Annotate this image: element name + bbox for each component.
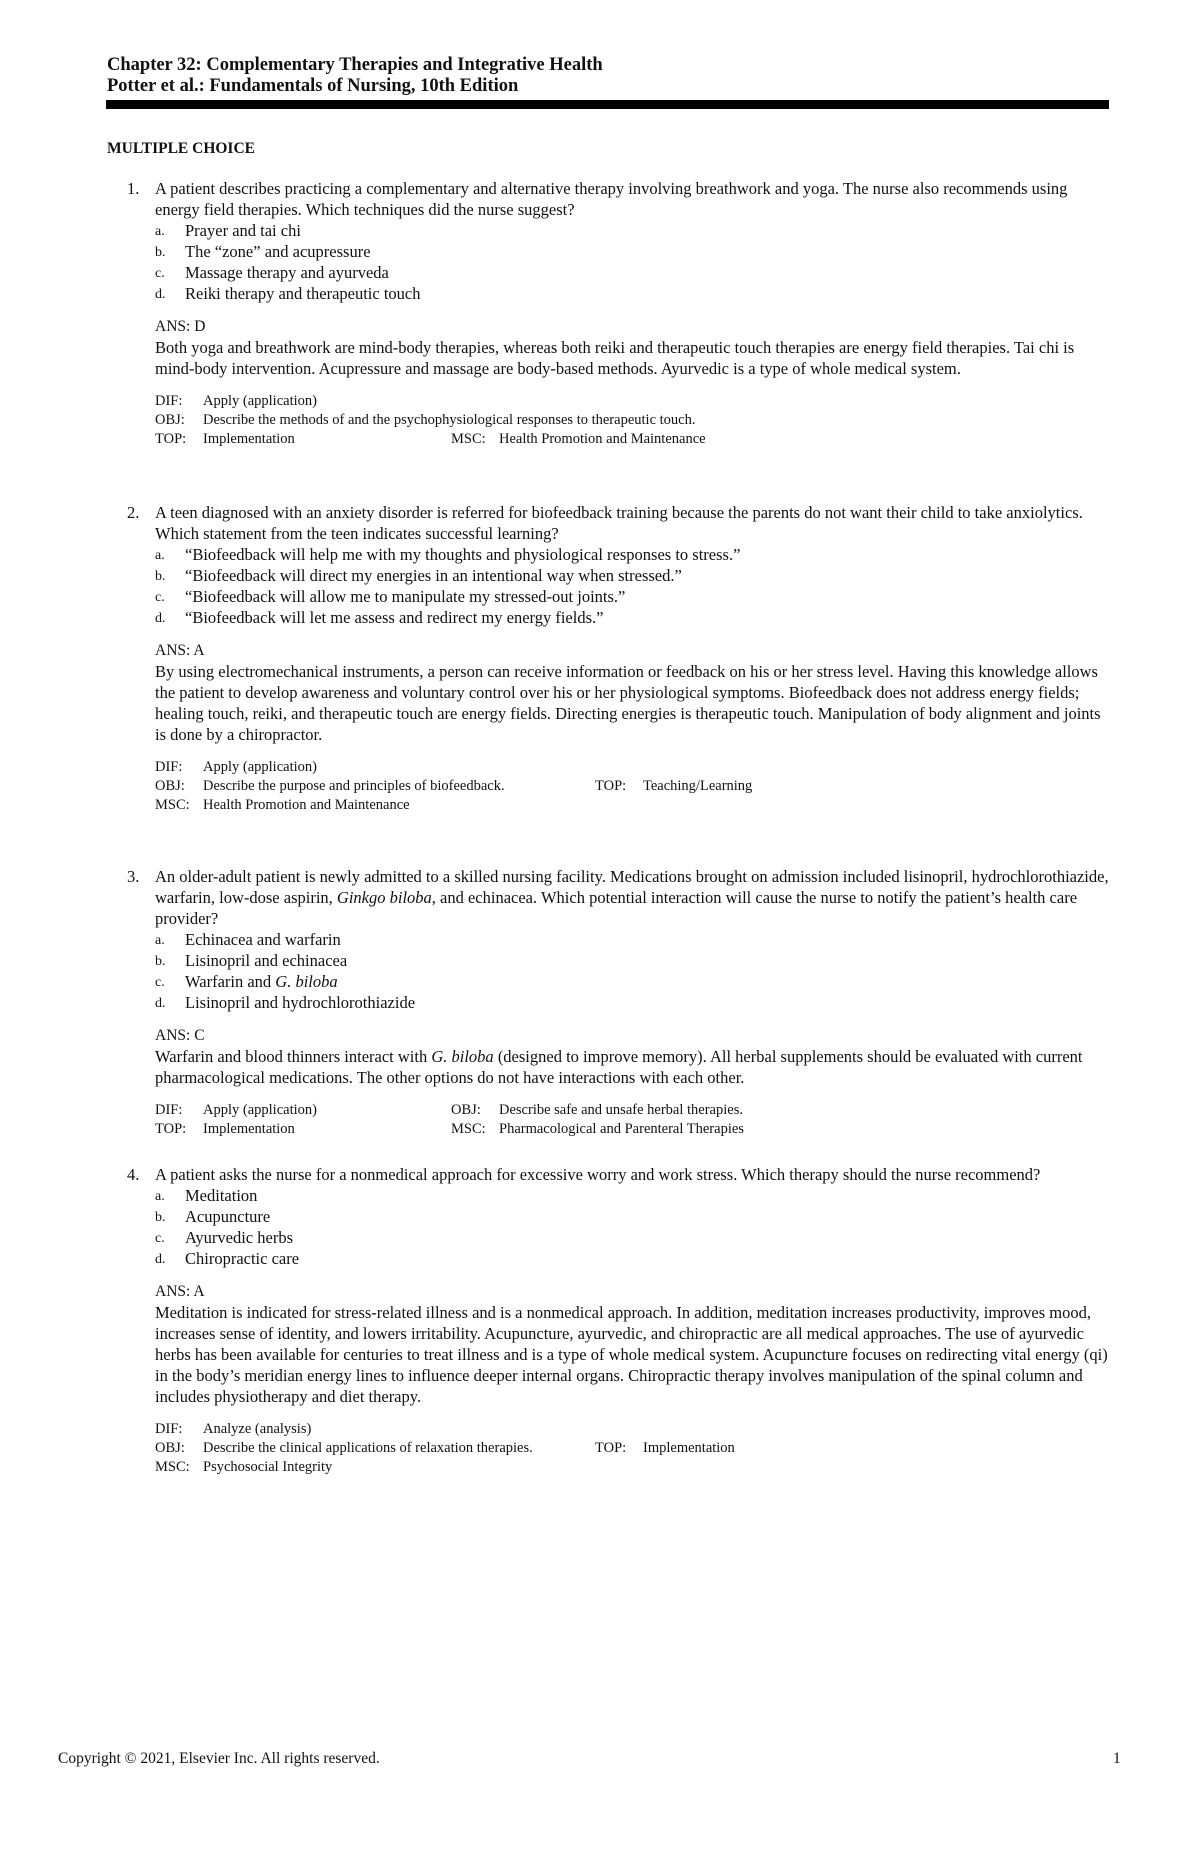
top-label: TOP: xyxy=(155,1121,187,1137)
rationale: Both yoga and breathwork are mind-body therapies, whereas both reiki and therapeutic touch therapies are energy field therapies. Tai chi is mind-body intervention. Acupressure and massage are body-based methods. Ayurvedic is a type of whole medical system. xyxy=(155,338,1075,378)
msc-value: Pharmacological and Parenteral Therapies xyxy=(499,1121,744,1137)
dif-label: DIF: xyxy=(155,393,183,409)
answer-key: ANS: C xyxy=(155,1027,205,1044)
stem-text-end: , and echinacea. Which potential interaction will cause the nurse to notify the patient’s health care provider? xyxy=(155,888,1078,928)
obj-value: Describe the methods of and the psychophysiological responses to therapeutic touch. xyxy=(203,412,696,428)
option-letter: a. xyxy=(155,224,165,239)
copyright-notice: Copyright © 2021, Elsevier Inc. All rights reserved. xyxy=(58,1750,380,1767)
option-text: “Biofeedback will help me with my thoughts and physiological responses to stress.” xyxy=(185,545,741,564)
option-letter: c. xyxy=(155,975,165,990)
option-text: Meditation xyxy=(185,1186,258,1205)
option-letter: a. xyxy=(155,933,165,948)
option-text: “Biofeedback will allow me to manipulate my stressed-out joints.” xyxy=(185,587,626,606)
top-value: Teaching/Learning xyxy=(643,778,753,794)
stem-italic-term: Ginkgo biloba xyxy=(336,888,432,907)
obj-label: OBJ: xyxy=(155,412,185,428)
dif-value: Apply (application) xyxy=(203,1102,317,1118)
dif-label: DIF: xyxy=(155,1421,183,1437)
msc-label: MSC: xyxy=(451,431,486,447)
dif-value: Apply (application) xyxy=(203,759,317,775)
obj-label: OBJ: xyxy=(451,1102,481,1118)
rationale-text-end: (designed to improve memory). All herbal supplements should be evaluated with current pharmacological medications. The other options do not have interactions with each other. xyxy=(155,1047,1083,1087)
obj-label: OBJ: xyxy=(155,778,185,794)
option-letter: b. xyxy=(155,954,166,969)
option-c xyxy=(155,971,1109,992)
option-text: Acupuncture xyxy=(185,1207,271,1226)
option-letter: a. xyxy=(155,1189,165,1204)
dif-label: DIF: xyxy=(155,759,183,775)
option-d xyxy=(155,992,1109,1013)
document-header xyxy=(107,55,603,97)
question-stem: A patient describes practicing a complementary and alternative therapy involving breathwork and yoga. The nurse also recommends using energy field therapies. Which techniques did the nurse suggest? xyxy=(155,179,1068,219)
option-a xyxy=(155,1185,1109,1206)
option-text: Reiki therapy and therapeutic touch xyxy=(185,284,421,303)
question-metadata xyxy=(155,1101,1109,1139)
option-letter: c. xyxy=(155,590,165,605)
obj-value: Describe the clinical applications of relaxation therapies. xyxy=(203,1440,533,1456)
option-d xyxy=(155,1248,1109,1269)
answer-key: ANS: A xyxy=(155,1283,205,1300)
rationale xyxy=(155,1046,1109,1088)
option-d xyxy=(155,607,1109,628)
option-b xyxy=(155,1206,1109,1227)
question-number: 4. xyxy=(127,1165,140,1184)
book-title: Potter et al.: Fundamentals of Nursing, 10th Edition xyxy=(107,76,519,96)
rationale-text: Warfarin and blood thinners interact with xyxy=(155,1047,432,1066)
option-c xyxy=(155,262,1109,283)
option-italic-term: G. biloba xyxy=(275,972,338,991)
option-letter: d. xyxy=(155,1252,166,1267)
top-value: Implementation xyxy=(643,1440,735,1456)
top-value: Implementation xyxy=(203,1121,295,1137)
top-label: TOP: xyxy=(155,431,187,447)
answer-options xyxy=(155,929,1109,1013)
stem-text: An older-adult patient is newly admitted to a skilled nursing facility. Medications brought on admission included lisinopril, hydrochlorothiazide, warfarin, low-dose aspirin, xyxy=(155,867,1109,907)
option-text: Lisinopril and hydrochlorothiazide xyxy=(185,993,416,1012)
option-text: Massage therapy and ayurveda xyxy=(185,263,389,282)
dif-label: DIF: xyxy=(155,1102,183,1118)
chapter-title: Chapter 32: Complementary Therapies and Integrative Health xyxy=(107,55,603,75)
answer-options xyxy=(155,220,1109,304)
option-text: Lisinopril and echinacea xyxy=(185,951,348,970)
question-stem xyxy=(155,866,1109,929)
option-text: Warfarin and xyxy=(185,972,276,991)
question-metadata xyxy=(155,1420,1109,1477)
option-text: Echinacea and warfarin xyxy=(185,930,341,949)
top-label: TOP: xyxy=(595,1440,627,1456)
option-letter: c. xyxy=(155,1231,165,1246)
obj-value: Describe the purpose and principles of biofeedback. xyxy=(203,778,505,794)
option-letter: a. xyxy=(155,548,165,563)
top-label: TOP: xyxy=(595,778,627,794)
answer-key: ANS: A xyxy=(155,642,205,659)
option-c xyxy=(155,586,1109,607)
option-b xyxy=(155,950,1109,971)
question-2 xyxy=(127,502,1109,815)
option-a xyxy=(155,544,785,565)
question-number: 3. xyxy=(127,867,140,886)
header-rule xyxy=(106,100,1109,109)
option-text: The “zone” and acupressure xyxy=(185,242,371,261)
option-letter: b. xyxy=(155,569,166,584)
msc-label: MSC: xyxy=(451,1121,486,1137)
answer-options xyxy=(155,1185,1109,1269)
question-3 xyxy=(127,866,1109,1139)
option-b xyxy=(155,565,1109,586)
answer-options xyxy=(155,544,1109,628)
msc-value: Psychosocial Integrity xyxy=(203,1459,333,1475)
option-text: Prayer and tai chi xyxy=(185,221,301,240)
answer-key: ANS: D xyxy=(155,318,206,335)
question-stem: A teen diagnosed with an anxiety disorder is referred for biofeedback training because the parents do not want their child to take anxiolytics. Which statement from the teen indicates successful learning? xyxy=(155,503,1083,543)
rationale-italic-term: G. biloba xyxy=(431,1047,494,1066)
question-1 xyxy=(127,178,1109,449)
question-metadata xyxy=(155,758,1109,815)
dif-value: Analyze (analysis) xyxy=(203,1421,312,1437)
msc-value: Health Promotion and Maintenance xyxy=(203,797,410,813)
option-letter: d. xyxy=(155,611,166,626)
option-a xyxy=(155,929,1109,950)
option-text: “Biofeedback will direct my energies in an intentional way when stressed.” xyxy=(185,566,682,585)
rationale: Meditation is indicated for stress-related illness and is a nonmedical approach. In addition, meditation increases productivity, improves mood, increases sense of identity, and lowers irritability. Acupuncture, ayurvedic, and chiropractic are all medical approaches. The use of ayurvedic herbs has been available for centuries to treat illness and is a type of whole medical system. Acupuncture focuses on redirecting vital energy (qi) in the body’s meridian energy lines to influence deeper internal organs. Chiropractic therapy involves manipulation of the spinal column and includes physiotherapy and diet therapy. xyxy=(155,1303,1108,1406)
option-letter: b. xyxy=(155,1210,166,1225)
question-metadata xyxy=(155,392,1109,449)
option-letter: d. xyxy=(155,287,166,302)
option-b xyxy=(155,241,1109,262)
dif-value: Apply (application) xyxy=(203,393,317,409)
page-number: 1 xyxy=(1113,1750,1121,1767)
msc-value: Health Promotion and Maintenance xyxy=(499,431,706,447)
question-number: 2. xyxy=(127,503,140,522)
obj-value: Describe safe and unsafe herbal therapies. xyxy=(499,1102,743,1118)
rationale: By using electromechanical instruments, a person can receive information or feedback on his or her stress level. Having this knowledge allows the patient to develop awareness and voluntary control over his or her physiological symptoms. Biofeedback does not address energy fields; healing touch, reiki, and therapeutic touch are energy fields. Directing energies is therapeutic touch. Manipulation of body alignment and joints is done by a chiropractor. xyxy=(155,662,1101,744)
option-text: Chiropractic care xyxy=(185,1249,300,1268)
question-number: 1. xyxy=(127,179,140,198)
section-title: MULTIPLE CHOICE xyxy=(107,140,255,157)
question-stem: A patient asks the nurse for a nonmedical approach for excessive worry and work stress. Which therapy should the nurse recommend? xyxy=(155,1165,1041,1184)
question-4 xyxy=(127,1164,1109,1477)
option-text: “Biofeedback will let me assess and redirect my energy fields.” xyxy=(185,608,604,627)
top-value: Implementation xyxy=(203,431,295,447)
option-letter: b. xyxy=(155,245,166,260)
option-letter: d. xyxy=(155,996,166,1011)
option-c xyxy=(155,1227,1109,1248)
option-a xyxy=(155,220,1109,241)
obj-label: OBJ: xyxy=(155,1440,185,1456)
msc-label: MSC: xyxy=(155,1459,190,1475)
option-d xyxy=(155,283,1109,304)
option-text: Ayurvedic herbs xyxy=(185,1228,293,1247)
option-letter: c. xyxy=(155,266,165,281)
msc-label: MSC: xyxy=(155,797,190,813)
